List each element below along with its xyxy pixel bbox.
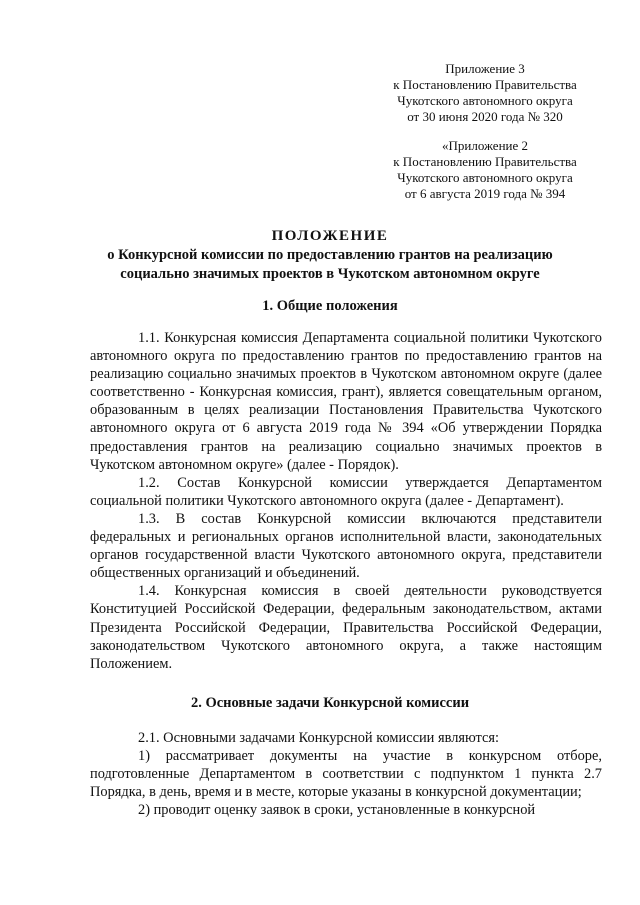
document-subtitle-line-2: социально значимых проектов в Чукотском автономном округе — [120, 266, 540, 282]
section-2-body — [90, 729, 602, 819]
appendix-2-line: к Постановлению Правительства — [393, 154, 577, 169]
appendix-2-line: Чукотского автономного округа — [397, 170, 573, 185]
paragraph-1-1: 1.1. Конкурсная комиссия Департамента социальной политики Чукотского автономного округа по предоставлению грантов по предоставлению грантов на реализацию социально значимых проектов в Чукотском автономном округе (далее соответственно - Конкурсная комиссия, грант), является совещательным органом, образованным в целях реализации Постановления Правительства Чукотского автономного округа от 6 августа 2019 года № 394 «Об утверждении Порядка предоставления грантов на реализацию социально значимых проектов в Чукотском автономном округе» (далее - Порядок). — [90, 330, 602, 473]
paragraph-1-2: 1.2. Состав Конкурсной комиссии утверждается Департаментом социальной политики Чукотского автономного округа (далее - Департамент). — [90, 474, 602, 509]
section-1-body — [90, 329, 602, 673]
document-subtitle-line-1: о Конкурсной комиссии по предоставлению грантов на реализацию — [107, 247, 553, 263]
paragraph-1-4: 1.4. Конкурсная комиссия в своей деятельности руководствуется Конституцией Российской Федерации, федеральным законодательством, актами Президента Российской Федерации, Правительства Российской Федерации, законодательством Чукотского автономного округа, а также настоящим Положением. — [90, 583, 602, 672]
paragraph-2-1-item-2: 2) проводит оценку заявок в сроки, установленные в конкурсной — [138, 802, 536, 819]
document-title: ПОЛОЖЕНИЕ — [271, 228, 389, 244]
appendix-2-line: от 6 августа 2019 года № 394 — [404, 186, 566, 201]
appendix-2-line: «Приложение 2 — [441, 138, 529, 153]
appendix-3-line: к Постановлению Правительства — [393, 77, 577, 92]
appendix-2-block — [370, 138, 600, 202]
paragraph-1-3: 1.3. В состав Конкурсной комиссии включаются представители федеральных и региональных органов исполнительной власти, законодательных органов государственной власти Чукотского автономного округа, представители общественных организаций и объединений. — [90, 510, 602, 582]
appendix-3-line: Чукотского автономного округа — [397, 93, 573, 108]
section-2-heading: 2. Основные задачи Конкурсной комиссии — [190, 695, 470, 711]
appendix-3-line: от 30 июня 2020 года № 320 — [407, 109, 563, 124]
appendix-3-line: Приложение 3 — [445, 61, 525, 76]
appendix-3-block — [370, 61, 600, 125]
section-1-heading: 1. Общие положения — [262, 298, 398, 314]
paragraph-2-1-item-1: 1) рассматривает документы на участие в конкурсном отборе, подготовленные Департаментом в соответствии с подпунктом 1 пункта 2.7 Порядка, в день, время и в месте, которые указаны в конкурсной документации; — [90, 748, 602, 801]
paragraph-2-1: 2.1. Основными задачами Конкурсной комиссии являются: — [138, 730, 500, 746]
